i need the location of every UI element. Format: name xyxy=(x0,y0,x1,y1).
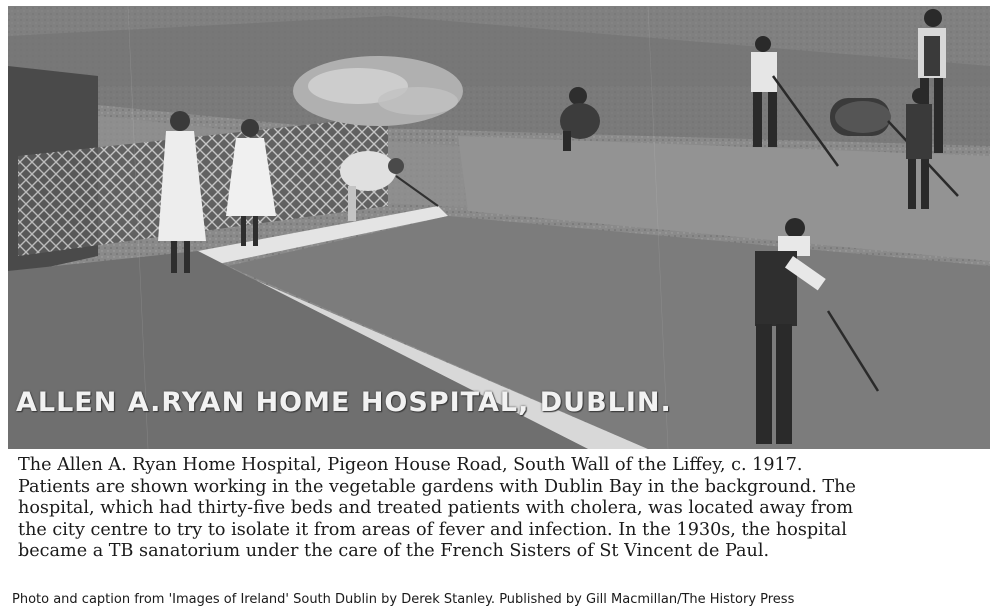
caption-line: became a TB sanatorium under the care of the French Sisters of St Vincent de Paul. xyxy=(18,541,770,561)
photo-credit: Photo and caption from 'Images of Ireland' South Dublin by Derek Stanley. Published by Gill Macmillan/The History Press xyxy=(12,592,795,607)
caption-line: Patients are shown working in the vegetable gardens with Dublin Bay in the background. The xyxy=(18,476,856,497)
photo-caption xyxy=(18,455,978,563)
caption-line: The Allen A. Ryan Home Hospital, Pigeon House Road, South Wall of the Liffey, c. 1917. xyxy=(18,455,803,475)
caption-line: hospital, which had thirty-five beds and treated patients with cholera, was located away from xyxy=(18,498,854,518)
photo-title-overlay: ALLEN A.RYAN HOME HOSPITAL, DUBLIN. xyxy=(16,387,672,418)
garden-scene-image xyxy=(8,6,990,449)
caption-line: the city centre to try to isolate it from areas of fever and infection. In the 1930s, the hospital xyxy=(18,519,847,540)
historic-photograph xyxy=(8,6,990,449)
